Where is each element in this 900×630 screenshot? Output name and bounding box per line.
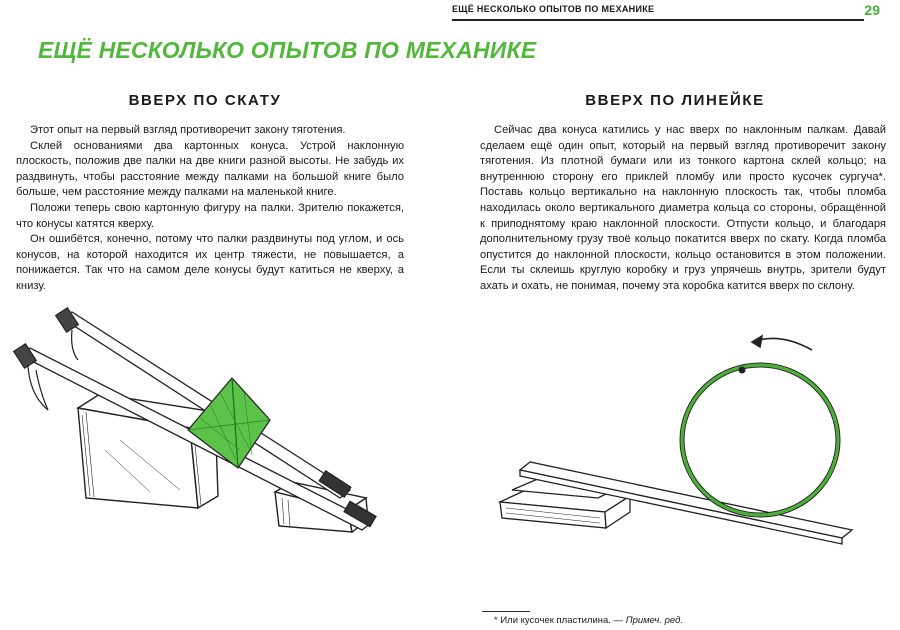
paragraph: Сейчас два конуса катились у нас вверх по наклонным палкам. Давай сделаем ещё один опыт, который на первый взгляд противоречит закону тяготения. Из плотной бумаги или из тонкого картона склей кольцо; на внутреннюю сторону его приклей пломбу или просто кусочек сургуча*. Поставь кольцо вертикально на наклонную плоскость так, чтобы пломба находилась около вертикального диаметра кольца со стороны, обращённой к приподнятому краю наклонной плоскости. Отпусти кольцо, и благодаря дополнительному грузу твоё кольцо покатится вверх по скату. Когда пломба опустится до наклонной плоскости, кольцо остановится в этом положении. Если ты склеишь круглую коробку и груз упрячешь внутрь, зрители будут ахать и охать, не понимая, почему эта коробка катится вверх по склону. <box>480 124 886 292</box>
running-title: ЕЩЁ НЕСКОЛЬКО ОПЫТОВ ПО МЕХАНИКЕ <box>452 4 655 14</box>
footnote-note: Примеч. ред. <box>625 615 683 626</box>
ring-on-ruler-illustration <box>490 320 900 550</box>
paragraph: Он ошибётся, конечно, потому что палки раздвинуты под углом, и ось конусов, на которой находится их центр тяжести, не повышается, а понижается. Так что на самом деле конусы будут катиться не кверху, а книзу. <box>16 233 404 292</box>
chapter-title: ЕЩЁ НЕСКОЛЬКО ОПЫТОВ ПО МЕХАНИКЕ <box>38 37 537 63</box>
paragraph: Склей основаниями два картонных конуса. Устрой наклонную плоскость, положив две палки на две книги разной высоты. Не забудь их раздвинуть, чтобы расстояние между палками на большой книге было больше, чем расстояние между палками на маленькой книге. <box>16 139 404 199</box>
ring-icon <box>682 365 838 515</box>
footnote <box>494 615 683 626</box>
cones-on-sticks-illustration <box>0 300 420 535</box>
footnote-text: * Или кусочек пластилина. — <box>494 615 626 626</box>
weight-icon <box>739 367 746 374</box>
paragraph: Этот опыт на первый взгляд противоречит закону тяготения. <box>30 124 346 136</box>
paragraph: Положи теперь свою картонную фигуру на палки. Зрителю покажется, что конусы катятся кверху. <box>16 201 404 230</box>
body-text-right <box>480 123 886 295</box>
page-number: 29 <box>864 2 880 18</box>
section-title-left: ВВЕРХ ПО СКАТУ <box>128 92 282 109</box>
footnote-rule <box>482 611 530 612</box>
section-title-right: ВВЕРХ ПО ЛИНЕЙКЕ <box>585 92 765 109</box>
rotation-arrow-icon <box>752 336 812 350</box>
right-page <box>450 0 900 630</box>
body-text-left <box>16 123 404 295</box>
